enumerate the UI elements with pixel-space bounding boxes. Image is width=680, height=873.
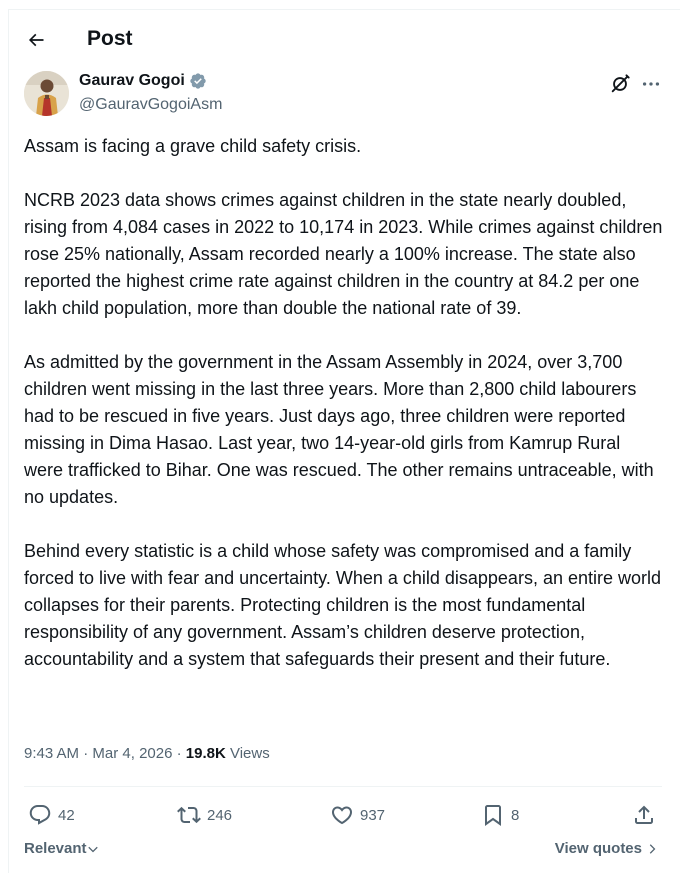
heart-icon [330,803,354,827]
repost-count: 246 [207,806,233,824]
verified-badge-icon [189,72,207,90]
author-handle[interactable]: @GauravGogoiAsm [79,96,223,113]
arrow-left-icon [26,30,46,50]
meta-separator: · [176,745,182,762]
post-paragraph: Behind every statistic is a child whose safety was compromised and a family forced to live with fear and uncertainty. When a child disappears, an entire world collapses for their parents. Protecting children is the most fundamental responsibility of any government. Assam’s children deserve protection, accountability and a system that safeguards their present and their future. [24,541,662,669]
grok-button[interactable] [609,73,631,95]
post-meta [24,745,270,762]
chevron-down-icon [87,843,99,855]
more-options-button[interactable] [640,73,662,95]
repost-icon [177,803,201,827]
reply-button[interactable] [28,803,75,827]
view-quotes-label: View quotes [554,840,642,857]
bookmark-icon [481,803,505,827]
reply-count: 42 [58,806,75,824]
more-horizontal-icon [640,73,662,95]
reply-icon [28,803,52,827]
bookmark-count: 8 [511,806,520,824]
back-button[interactable] [24,28,48,52]
share-button[interactable] [632,803,662,827]
avatar[interactable] [24,71,69,116]
post-text [24,133,664,700]
post-paragraph: Assam is facing a grave child safety crisis. [24,136,362,156]
author-name-row[interactable] [79,72,207,90]
post-time[interactable]: 9:43 AM [24,745,80,762]
bookmark-button[interactable] [481,803,519,827]
avatar-image [24,71,69,116]
views-label: Views [229,745,270,762]
post-paragraph: NCRB 2023 data shows crimes against children in the state nearly doubled, rising from 4,084 cases in 2022 to 10,174 in 2023. While crimes against children rose 25% nationally, Assam recorded nearly a 100% increase. The state also reported the highest crime rate against children in the country at 84.2 per one lakh child population, more than double the national rate of 39. [24,190,663,318]
views-count: 19.8K [185,745,226,762]
post-date[interactable]: Mar 4, 2026 [92,745,173,762]
sort-replies-dropdown[interactable] [24,840,99,857]
like-button[interactable] [330,803,385,827]
view-quotes-link[interactable] [555,840,658,857]
post-paragraph: As admitted by the government in the Assam Assembly in 2024, over 3,700 children went missing in the last three years. More than 2,800 child labourers had to be rescued in five years. Just days ago, three children were reported missing in Dima Hasao. Last year, two 14-year-old girls from Kamrup Rural were trafficked to Bihar. One was rescued. The other remains untraceable, with no updates. [24,352,654,507]
repost-button[interactable] [177,803,232,827]
share-icon [632,803,656,827]
like-count: 937 [360,806,386,824]
grok-icon [609,73,631,95]
page-title: Post [87,27,133,50]
author-name[interactable]: Gaurav Gogoi [79,72,185,89]
post-header [24,26,133,54]
sort-label: Relevant [24,840,87,857]
chevron-right-icon [646,843,658,855]
meta-separator: · [83,745,89,762]
divider [24,786,662,787]
